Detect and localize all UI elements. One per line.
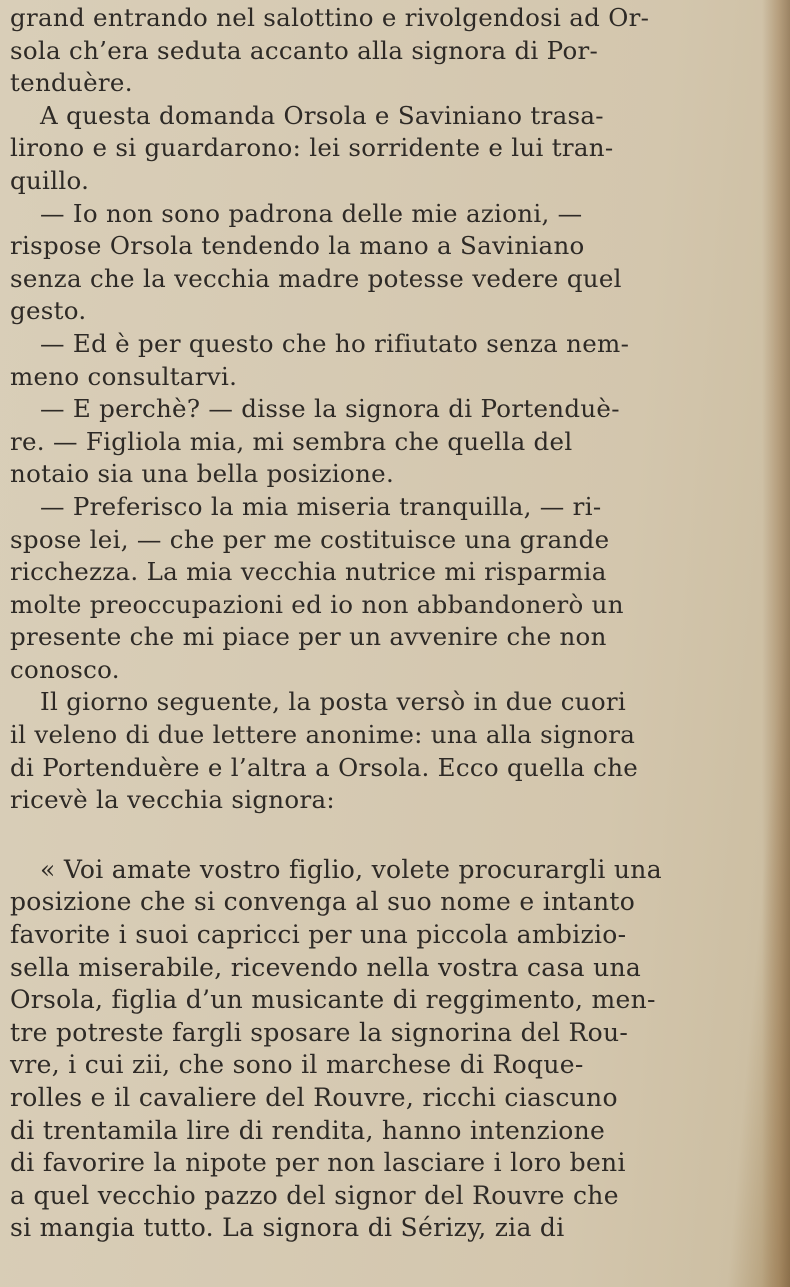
text-line: A questa domanda Orsola e Saviniano trasa-	[40, 100, 604, 130]
anonymous-letter-section	[10, 854, 710, 1245]
text-line: rolles e il cavaliere del Rouvre, ricchi ciascuno	[10, 1083, 618, 1112]
text-line: grand entrando nel salottino e rivolgendosi ad Or-	[10, 3, 650, 32]
text-line: di trentamila lire di rendita, hanno intenzione	[10, 1115, 606, 1145]
narrative-section	[10, 2, 710, 817]
text-line: si mangia tutto. La signora di Sérizy, zia di	[10, 1213, 565, 1243]
text-line: sella miserabile, ricevendo nella vostra casa una	[10, 952, 642, 982]
text-line: di Portenduère e l’altra a Orsola. Ecco quella che	[10, 752, 639, 782]
text-line: — Io non sono padrona delle mie azioni, —	[40, 198, 583, 228]
text-line: lirono e si guardarono: lei sorridente e lui tran-	[10, 133, 614, 163]
text-line: — E perchè? — disse la signora di Portenduè-	[40, 394, 620, 424]
text-line: ricevè la vecchia signora:	[10, 785, 335, 815]
text-line: conosco.	[10, 654, 120, 684]
page-text	[10, 2, 710, 1245]
text-line: posizione che si convenga al suo nome e intanto	[10, 887, 636, 917]
text-line: rispose Orsola tendendo la mano a Saviniano	[10, 231, 585, 261]
text-line: re. — Figliola mia, mi sembra che quella del	[10, 426, 573, 456]
text-line: vre, i cui zii, che sono il marchese di Roque-	[10, 1050, 584, 1080]
text-line: il veleno di due lettere anonime: una alla signora	[10, 720, 636, 750]
text-line: molte preoccupazioni ed io non abbandonerò un	[10, 589, 624, 619]
page-edge-shadow	[762, 0, 790, 1287]
section-gap	[10, 817, 710, 854]
text-line: a quel vecchio pazzo del signor del Rouvre che	[10, 1180, 619, 1210]
text-line: « Voi amate vostro figlio, volete procurargli una	[40, 854, 662, 884]
text-line: spose lei, — che per me costituisce una grande	[10, 524, 610, 554]
text-line: Il giorno seguente, la posta versò in due cuori	[40, 687, 627, 717]
text-line: tre potreste fargli sposare la signorina del Rou-	[10, 1017, 629, 1047]
text-line: Orsola, figlia d’un musicante di reggimento, men-	[10, 985, 656, 1015]
text-line: senza che la vecchia madre potesse vedere quel	[10, 263, 622, 293]
text-line: tenduère.	[10, 68, 133, 98]
text-line: — Ed è per questo che ho rifiutato senza nem-	[40, 328, 630, 358]
text-line: meno consultarvi.	[10, 361, 238, 391]
text-line: — Preferisco la mia miseria tranquilla, — ri-	[40, 491, 602, 521]
text-line: di favorire la nipote per non lasciare i loro beni	[10, 1148, 626, 1178]
text-line: gesto.	[10, 296, 87, 326]
text-line: quillo.	[10, 165, 90, 195]
text-line: sola ch’era seduta accanto alla signora di Por-	[10, 35, 599, 65]
text-line: favorite i suoi capricci per una piccola ambizio-	[10, 920, 627, 950]
text-line: presente che mi piace per un avvenire che non	[10, 622, 607, 652]
text-line: ricchezza. La mia vecchia nutrice mi risparmia	[10, 557, 607, 587]
text-line: notaio sia una bella posizione.	[10, 459, 395, 489]
